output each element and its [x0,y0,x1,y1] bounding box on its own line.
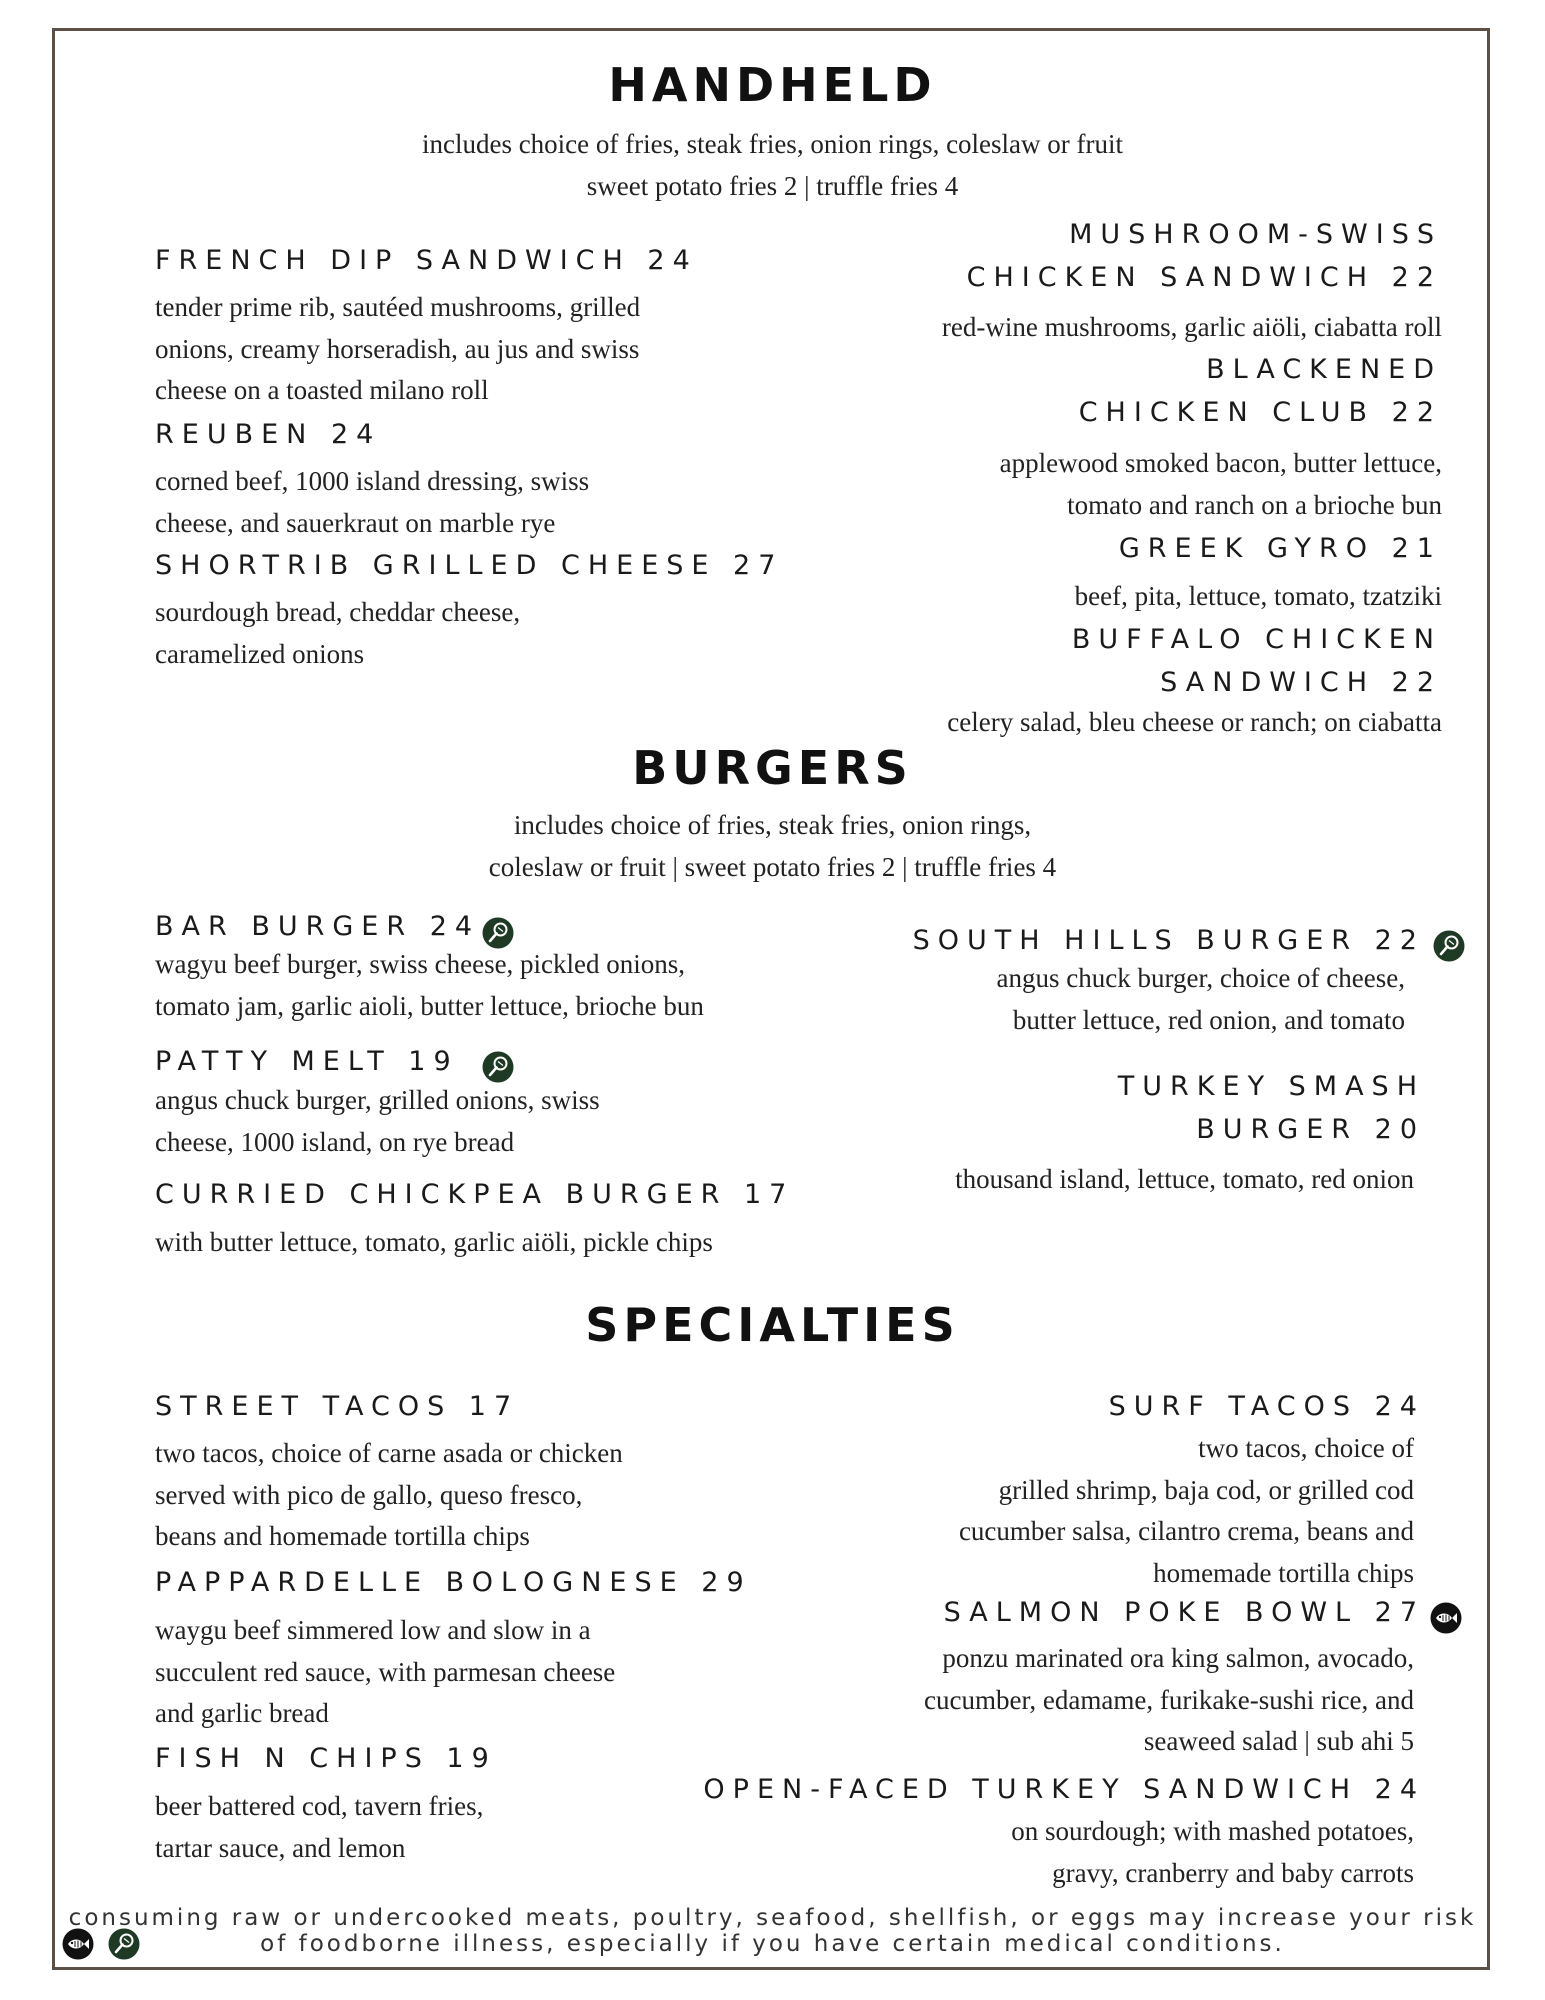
item-open-faced-turkey-name: OPEN-FACED TURKEY SANDWICH 24 [703,1774,1425,1805]
item-pappardelle-desc: waygu beef simmered low and slow in a succulent red sauce, with parmesan cheese and garlic bread [155,1615,616,1728]
item-greek-gyro-desc: beef, pita, lettuce, tomato, tzatziki [1074,581,1442,611]
item-mushroom-swiss-desc: red-wine mushrooms, garlic aiöli, ciabatta roll [941,312,1442,342]
item-blackened-club-name: BLACKENED CHICKEN CLUB 22 [1078,354,1442,428]
food-safety-disclaimer: consuming raw or undercooked meats, poultry, seafood, shellfish, or eggs may increase your risk of foodborne illness, especially if you have certain medical conditions. [68,1905,1477,1957]
handheld-note-sides: includes choice of fries, steak fries, onion rings, coleslaw or fruit [421,129,1124,159]
item-shortrib-desc: sourdough bread, cheddar cheese, caramelized onions [155,597,521,669]
item-bar-burger-name: BAR BURGER 24 [155,911,481,942]
item-pappardelle-name: PAPPARDELLE BOLOGNESE 29 [155,1567,752,1598]
item-salmon-poke-name: SALMON POKE BOWL 27 [943,1597,1425,1628]
item-french-dip-desc: tender prime rib, sautéed mushrooms, grilled onions, creamy horseradish, au jus and swiss cheese on a toasted milano roll [155,292,641,405]
item-turkey-smash-desc: thousand island, lettuce, tomato, red onion [955,1164,1414,1194]
item-chickpea-burger-name: CURRIED CHICKPEA BURGER 17 [155,1179,795,1210]
handheld-note-upgrades: sweet potato fries 2 | truffle fries 4 [586,171,959,201]
item-patty-melt-desc: angus chuck burger, grilled onions, swiss cheese, 1000 island, on rye bread [155,1085,600,1157]
item-surf-tacos-name: SURF TACOS 24 [1108,1391,1425,1422]
burgers-note-upgrades: coleslaw or fruit | sweet potato fries 2 | truffle fries 4 [488,852,1057,882]
item-street-tacos-name: STREET TACOS 17 [155,1391,520,1422]
burgers-title: BURGERS [632,741,913,795]
item-south-hills-name: SOUTH HILLS BURGER 22 [912,925,1425,956]
item-buffalo-chicken-desc: celery salad, bleu cheese or ranch; on ciabatta [947,707,1442,737]
item-bar-burger-desc: wagyu beef burger, swiss cheese, pickled onions, tomato jam, garlic aioli, butter lettuce, brioche bun [155,949,704,1021]
item-fish-n-chips-name: FISH N CHIPS 19 [155,1743,497,1774]
item-fish-n-chips-desc: beer battered cod, tavern fries, tartar sauce, and lemon [155,1791,484,1863]
item-blackened-club-desc: applewood smoked bacon, butter lettuce, tomato and ranch on a brioche bun [999,448,1442,520]
item-greek-gyro-name: GREEK GYRO 21 [1118,533,1442,564]
item-chickpea-burger-desc: with butter lettuce, tomato, garlic aiöli, pickle chips [155,1227,713,1257]
specialties-title: SPECIALTIES [585,1298,960,1352]
item-reuben-desc: corned beef, 1000 island dressing, swiss cheese, and sauerkraut on marble rye [155,466,590,538]
item-open-faced-turkey-desc: on sourdough; with mashed potatoes, gravy, cranberry and baby carrots [1011,1816,1414,1888]
item-turkey-smash-name: TURKEY SMASH BURGER 20 [1117,1071,1425,1145]
item-south-hills-desc: angus chuck burger, choice of cheese, butter lettuce, red onion, and tomato [996,963,1405,1035]
seafood-fish-icon [1430,1602,1462,1634]
item-street-tacos-desc: two tacos, choice of carne asada or chicken served with pico de gallo, queso fresco, beans and homemade tortilla chips [155,1438,623,1551]
item-patty-melt-name: PATTY MELT 19 [155,1046,459,1077]
item-french-dip-name: FRENCH DIP SANDWICH 24 [155,245,698,276]
item-shortrib-name: SHORTRIB GRILLED CHEESE 27 [155,550,784,581]
burgers-note-sides: includes choice of fries, steak fries, onion rings, [513,810,1032,840]
item-reuben-name: REUBEN 24 [155,419,382,450]
item-salmon-poke-desc: ponzu marinated ora king salmon, avocado, cucumber, edamame, furikake-sushi rice, and seaweed salad | sub ahi 5 [924,1643,1414,1756]
item-buffalo-chicken-name: BUFFALO CHICKEN SANDWICH 22 [1071,624,1442,698]
handheld-title: HANDHELD [608,58,937,112]
burger-hammer-icon [482,1051,514,1083]
item-mushroom-swiss-name: MUSHROOM-SWISS CHICKEN SANDWICH 22 [966,219,1442,293]
burger-hammer-icon [1433,930,1465,962]
item-surf-tacos-desc: two tacos, choice of grilled shrimp, baja cod, or grilled cod cucumber salsa, cilantro crema, beans and homemade tortilla chips [958,1433,1414,1588]
